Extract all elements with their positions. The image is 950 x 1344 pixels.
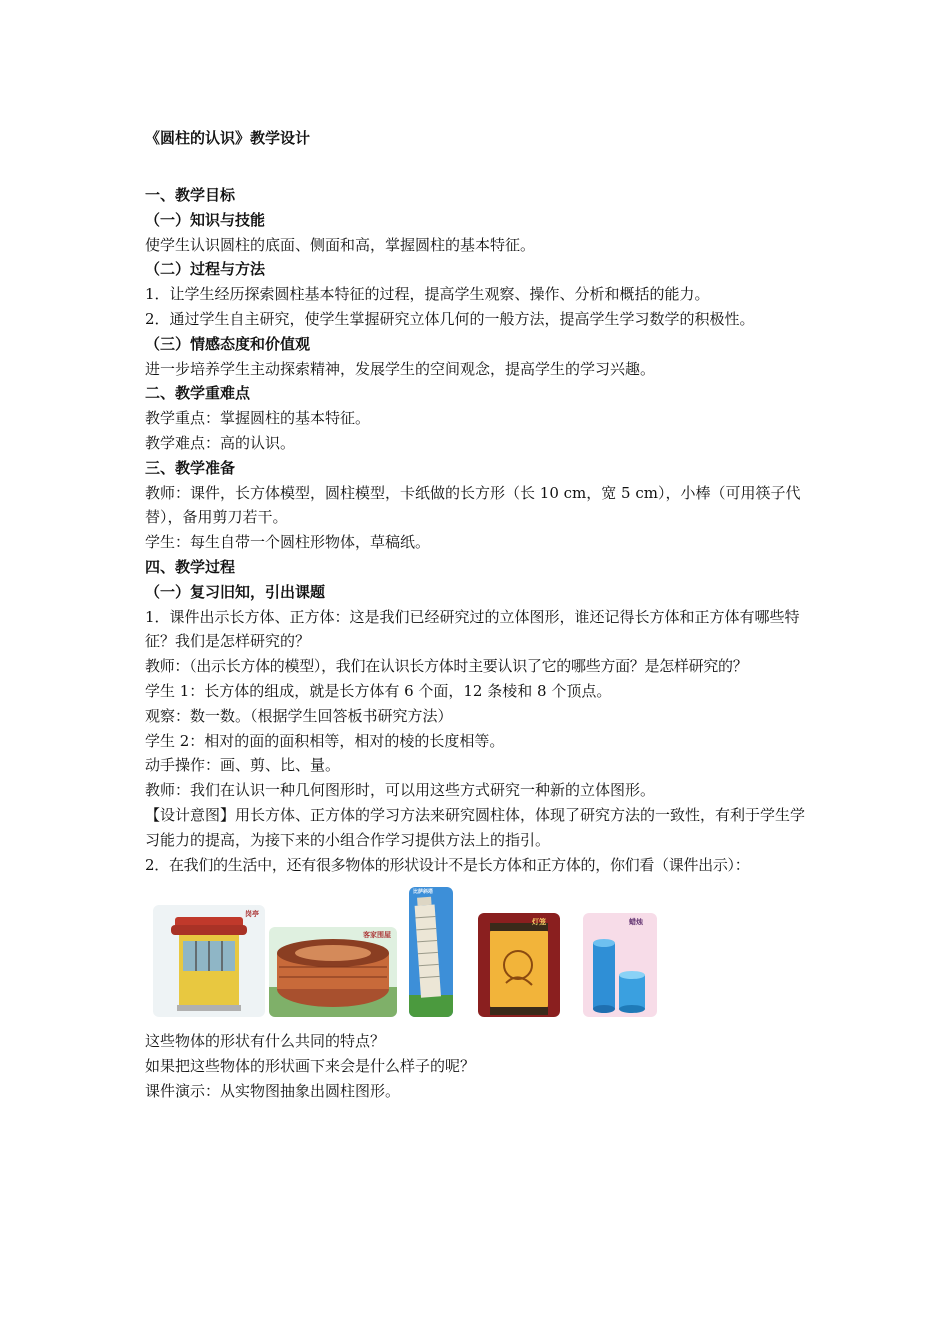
lantern-illustration <box>478 913 560 1017</box>
document-page <box>145 126 815 1104</box>
paragraph: 教师：课件，长方体模型，圆柱模型，卡纸做的长方形（长 10 cm，宽 5 cm），小棒（可用筷子代替），备用剪刀若干。 <box>145 483 801 527</box>
paragraph: 学生：每生自带一个圆柱形物体，草稿纸。 <box>145 533 431 552</box>
paragraph: 教师：（出示长方体的模型），我们在认识长方体时主要认识了它的哪些方面？是怎样研究的？ <box>145 657 748 676</box>
subheading-process: （二）过程与方法 <box>145 260 266 279</box>
kiosk-picture <box>153 905 265 1017</box>
paragraph: 进一步培养学生主动探索精神，发展学生的空间观念，提高学生的学习兴趣。 <box>145 359 656 378</box>
paragraph: 教学难点：高的认识。 <box>145 433 296 452</box>
paragraph: 课件演示：从实物图抽象出圆柱图形。 <box>145 1081 401 1100</box>
subheading-knowledge: （一）知识与技能 <box>145 210 266 229</box>
candle-picture <box>583 913 657 1017</box>
tower-label: 比萨斜塔 <box>413 889 434 896</box>
lantern-picture <box>478 913 560 1017</box>
paragraph: 学生 1：长方体的组成，就是长方体有 6 个面，12 条棱和 8 个顶点。 <box>145 681 612 700</box>
tower-illustration <box>409 887 453 1017</box>
section-heading-process: 四、教学过程 <box>145 557 236 576</box>
tulou-label: 客家围屋 <box>363 931 391 940</box>
paragraph: 动手操作：画、剪、比、量。 <box>145 756 341 775</box>
paragraph: 1．课件出示长方体、正方体：这是我们已经研究过的立体图形，谁还记得长方体和正方体有哪些特征？我们是怎样研究的？ <box>145 607 800 651</box>
kiosk-illustration <box>153 905 265 1017</box>
candle-label: 蜡烛 <box>629 918 643 927</box>
paragraph: 这些物体的形状有什么共同的特点？ <box>145 1032 386 1051</box>
kiosk-label: 岗亭 <box>245 910 259 919</box>
subheading-review: （一）复习旧知，引出课题 <box>145 582 326 601</box>
paragraph: 教师：我们在认识一种几何图形时，可以用这些方式研究一种新的立体图形。 <box>145 781 656 800</box>
tulou-picture <box>269 927 397 1017</box>
paragraph: 1．让学生经历探索圆柱基本特征的过程，提高学生观察、操作、分析和概括的能力。 <box>145 285 710 304</box>
paragraph: 观察：数一数。（根据学生回答板书研究方法） <box>145 706 453 725</box>
tower-picture <box>409 887 453 1017</box>
paragraph: 教学重点：掌握圆柱的基本特征。 <box>145 409 371 428</box>
tulou-illustration <box>269 927 397 1017</box>
paragraph: 2．在我们的生活中，还有很多物体的形状设计不是长方体和正方体的，你们看（课件出示）： <box>145 855 750 874</box>
candle-illustration <box>583 913 657 1017</box>
document-title: 《圆柱的认识》教学设计 <box>145 129 311 147</box>
subheading-attitude: （三）情感态度和价值观 <box>145 334 311 353</box>
section-heading-objectives: 一、教学目标 <box>145 186 236 204</box>
section-heading-key-points: 二、教学重难点 <box>145 384 251 403</box>
paragraph: 使学生认识圆柱的底面、侧面和高，掌握圆柱的基本特征。 <box>145 235 536 254</box>
paragraph: 2．通过学生自主研究，使学生掌握研究立体几何的一般方法，提高学生学习数学的积极性。 <box>145 309 755 328</box>
paragraph: 【设计意图】用长方体、正方体的学习方法来研究圆柱体，体现了研究方法的一致性，有利于学生学习能力的提高，为接下来的小组合作学习提供方法上的指引。 <box>145 805 806 849</box>
paragraph: 学生 2：相对的面的面积相等，相对的棱的长度相等。 <box>145 731 505 750</box>
section-heading-preparation: 三、教学准备 <box>145 458 236 477</box>
cylinder-examples-figure <box>145 887 815 1021</box>
paragraph: 如果把这些物体的形状画下来会是什么样子的呢？ <box>145 1057 476 1076</box>
lantern-label: 灯笼 <box>532 918 546 927</box>
